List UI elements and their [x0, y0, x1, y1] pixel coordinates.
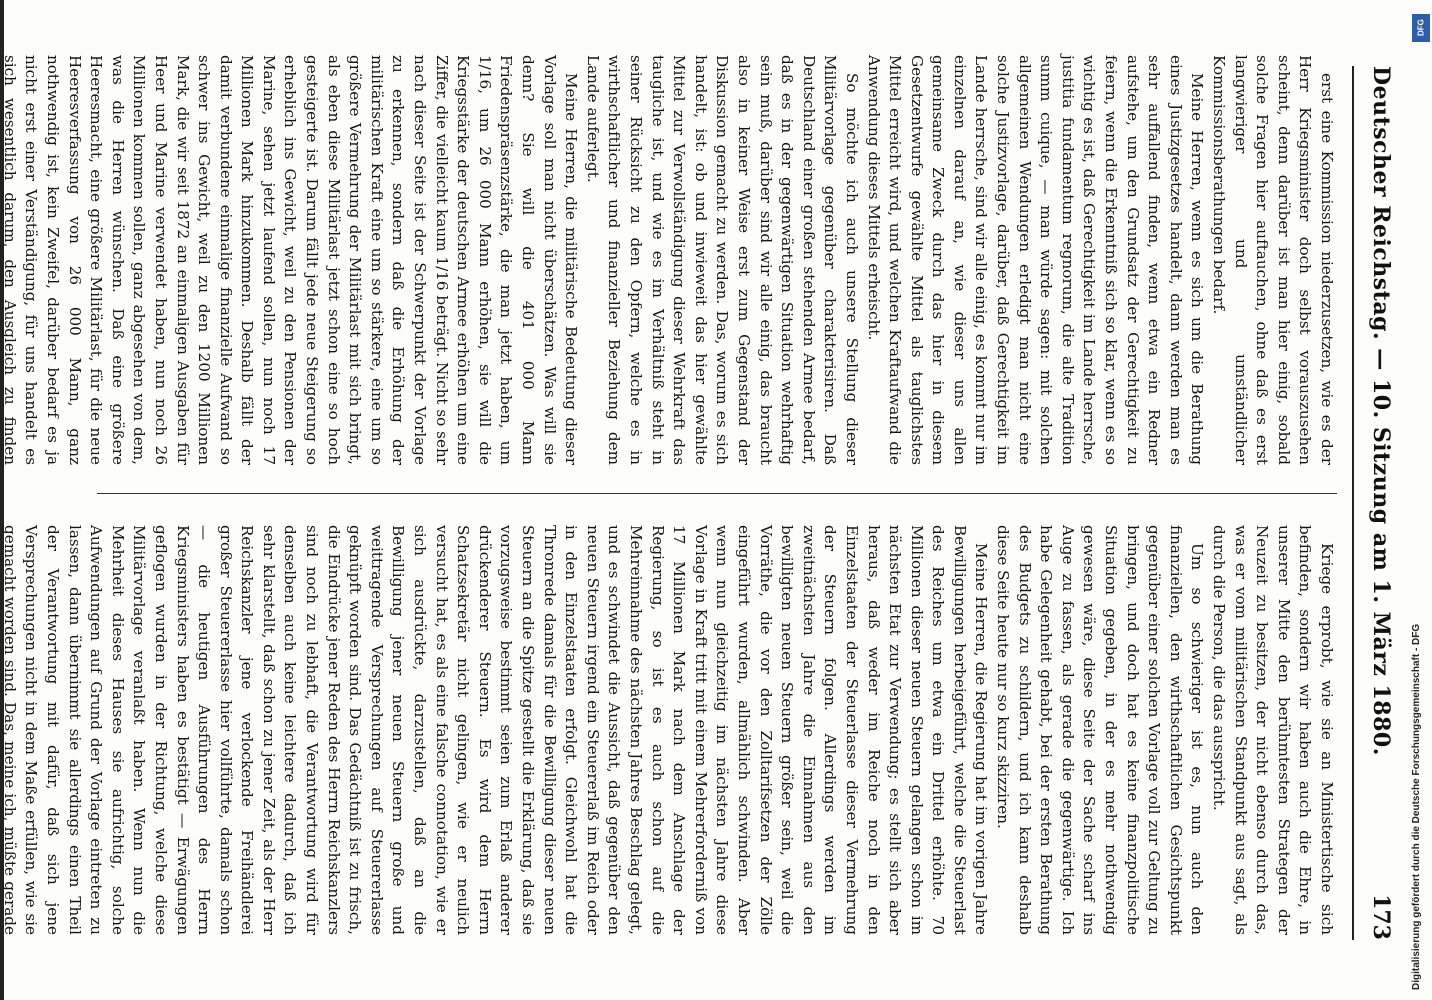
- right-text-column: [0, 525, 1337, 935]
- header-rule: [1352, 66, 1354, 940]
- paragraph: So möchte ich auch unsere Stellung dieser Militärvorlage gegenüber charakterisiren. Daß Deutschland einer großen stehenden Armee bedarf, daß es in der gegenwärtigen Situation wehrhaftig sein muß, darüber sind wir alle einig, das braucht also in keiner Weise erst zum Gegenstand der Diskussion gemacht zu werden. Das, worum es sich handelt, ist: ob und inwieweit das hier gewählte Mittel zur Verwollständigung dieser Wehrkraft das taugliche ist, und wie es im Verhältniß steht in seiner Rücksicht zu den Opfern, welche es in wirthschaftlicher und finanzieller Beziehung dem Lande auferlegt.: [583, 55, 861, 465]
- paragraph: Meine Herren, wenn es sich um die Berathung eines Justizgesetzes handelt, dann werden man es sehr auffallend finden, wenn etwa ein Redner aufstehe, um den Grundsatz der Gerechtigkeit zu feiern, wenn die Erkenntniß sich so klar, wenn es so wichtig es ist, daß Gerechtigkeit im Lande herrsche, justitia fundamentum regnorum, die alte Tradition summ cuique, — man würde sagen: mit solchen allgemeinen Wendungen erledigt man nicht eine solche Justizvorlage, darüber, daß Gerechtigkeit im Lande herrsche, sind wir alle einig, es kommt nur im einzelnen darauf an, wie dieser uns allen gemeinsame Zweck durch das hier in diesem Gesetzentwurfe gewählte Mittel als tauglichstes Mittel erreicht wird, und welchen Kraftaufwand die Anwendung dieses Mittels erheischt.: [864, 55, 1207, 465]
- dfg-logo: DFG: [1412, 14, 1430, 42]
- paragraph: Um so schwieriger ist es, nun auch den finanziellen, den wirthschaftlichen Gesichtspunkt gegenüber einer solchen Vorlage voll zur Geltung zu bringen, und doch hat es keine finanzpolitische Situation gegeben, in der es mehr nothwendig gewesen wäre, diese Seite der Sache scharf ins Auge zu fassen, als gerade die gegenwärtige. Ich habe Gelegenheit gehabt, bei der ersten Berathung des Budgets zu schildern, und ich kann deshalb diese Seite heute nur so kurz skizziren.: [994, 525, 1207, 935]
- column-divider: [97, 493, 1337, 494]
- left-text-column: [0, 55, 1337, 465]
- paragraph: erst eine Kommission niederzusetzen, wie es der Herr Kriegsminister doch selbst vorauszusehen scheint, denn darüber ist man hier einig, sobald solche Fragen hier auftauchen, ohne daß es erst langwieriger und umständlicher Kommissionsberathungen bedarf.: [1210, 55, 1336, 465]
- page-number: 173: [1368, 894, 1394, 940]
- running-title: Deutscher Reichstag. — 10. Sitzung am 1. März 1880.: [1368, 66, 1394, 756]
- digitization-notice: Digitalisierung gefördert durch die Deutsche Forschungsgemeinschaft - DFG: [1411, 623, 1422, 990]
- paragraph: Meine Herren, die Regierung hat im vorigen Jahre Bewilligungen herbeigeführt, welche die Steuerlast des Reiches um etwa ein Drittel erhöhte. 70 Millionen dieser neuen Steuern gelangen schon im nächsten Etat zur Verwendung; es stellt sich aber heraus, daß weder im Reiche noch in den Einzelstaaten der Steuerlasse dieser Vermehrung der Steuern folgen. Allerdings werden im zweitnächsten Jahre die Einnahmen aus den bewilligten neuen Steuern größer sein, weil die Vorräthe, die vor den Zolltarifsetzen der Zölle eingeführt wurden, allmählich schwinden. Aber wenn nun gleichzeitig im nächsten Jahre diese Vorlage in Kraft tritt mit einem Mehrerforderniß von 17 Millionen Mark nach dem Anschlage der Regierung, so ist es auch schon auf die Mehreinnahme des nächsten Jahres Beschlag gelegt, und es schwindet die Aussicht, daß gegenüber den neuen Steuern irgend ein Steuererlaß im Reich oder in den Einzelstaaten erfolgt. Gleichwohl hat die Thronrede damals für die Bewilligung dieser neuen Steuern an die Spitze gestellt die Erklärung, daß sie vorzugsweise bestimmt seien zum Erlaß anderer drückenderer Steuern. Es wird dem Herrn Schatzsekretär nicht gelingen, wie er neulich versucht hat, es als eine falsche connotation, wie er sich ausdrückte, darzustellen, daß an die Bewilligung jener neuen Steuern große und weittragende Versprechungen auf Steuererlasse geknüpft worden sind. Das Gedächtniß ist zu frisch, die Eindrücke jener Reden des Herrn Reichskanzlers sind noch zu lebhaft, die Verantwortung wird für denselben auch keine leichtere dadurch, daß ich sehr klarstellt, daß schon zu jener Zeit, als der Herr Reichskanzler jene verlockende Freihändlerei großer Steuererlasse hier vollführte, damals schon — die heutigen Ausführungen des Herrn Kriegsministers haben es bestätigt — Erwägungen geflogen wurden in der Richtung, welche diese Militärvorlage veranlaßt haben. Wenn nun die Mehrheit dieses Hauses sie aufrichtig, solche Aufwendungen auf Grund der Vorlage eintreten zu lassen, dann übernimmt sie allerdings einen Theil der Verantwortung mit dafür, daß sich jene Versprechungen nicht in dem Maße erfüllen, wie sie gemacht worden sind. Das, meine ich, müßte gerade: [0, 525, 991, 935]
- paragraph: Kriege erprobt, wie sie an Ministertische sich befinden, sondern wir haben auch die Ehre, in unserer Mitte den berühmtesten Strategen der Neuzeit zu besitzen, der nicht ebenso durch das, was er vom militärischen Standpunkt aus sagt, als durch die Person, die das ausspricht.: [1210, 525, 1336, 935]
- paragraph: Meine Herren, die militärische Bedeutung dieser Vorlage soll man nicht überschätzen. Was will sie denn? Sie will die 401 000 Mann Friedenspräsenzstärke, die man jetzt haben, um 1/16, um 26 000 Mann erhöhen, sie will die Kriegsstärke der deutschen Armee erhöhen um eine Ziffer, die vielleicht kaum 1/16 beträgt. Nicht so sehr nach dieser Seite ist der Schwerpunkt der Vorlage zu erkennen, sondern daß die Erhöhung der militärischen Kraft eine um so stärkere, eine um so größere Vermehrung der Militärlast mit sich bringt, als eben diese Militärlast jetzt schon eine so hoch gesteigerte ist. Darum fällt jede neue Steigerung so erheblich ins Gewicht, weil zu den Pensionen der Marine, sehen jetzt laufend sollen, nun noch 17 Millionen Mark hinzukommen. Deshalb fällt der damit verbundene einmalige finanzielle Aufwand so schwer ins Gewicht, weil zu den 1200 Millionen Mark, die wir seit 1872 an einmaligen Ausgaben für Heer und Marine verwendet haben, nun noch 26 Millionen kommen sollen, ganz abgesehen von dem, was die Herren wünschen. Daß eine größere Heeresmacht, eine größere Militärlast, für die neue Heeresverfassung von 26 000 Mann, ganz nothwendig ist, kein Zweifel, darüber bedarf es ja nicht erst einer Verständigung, für uns handelt es sich wesentlich darum, den Ausgleich zu finden: [0, 55, 581, 465]
